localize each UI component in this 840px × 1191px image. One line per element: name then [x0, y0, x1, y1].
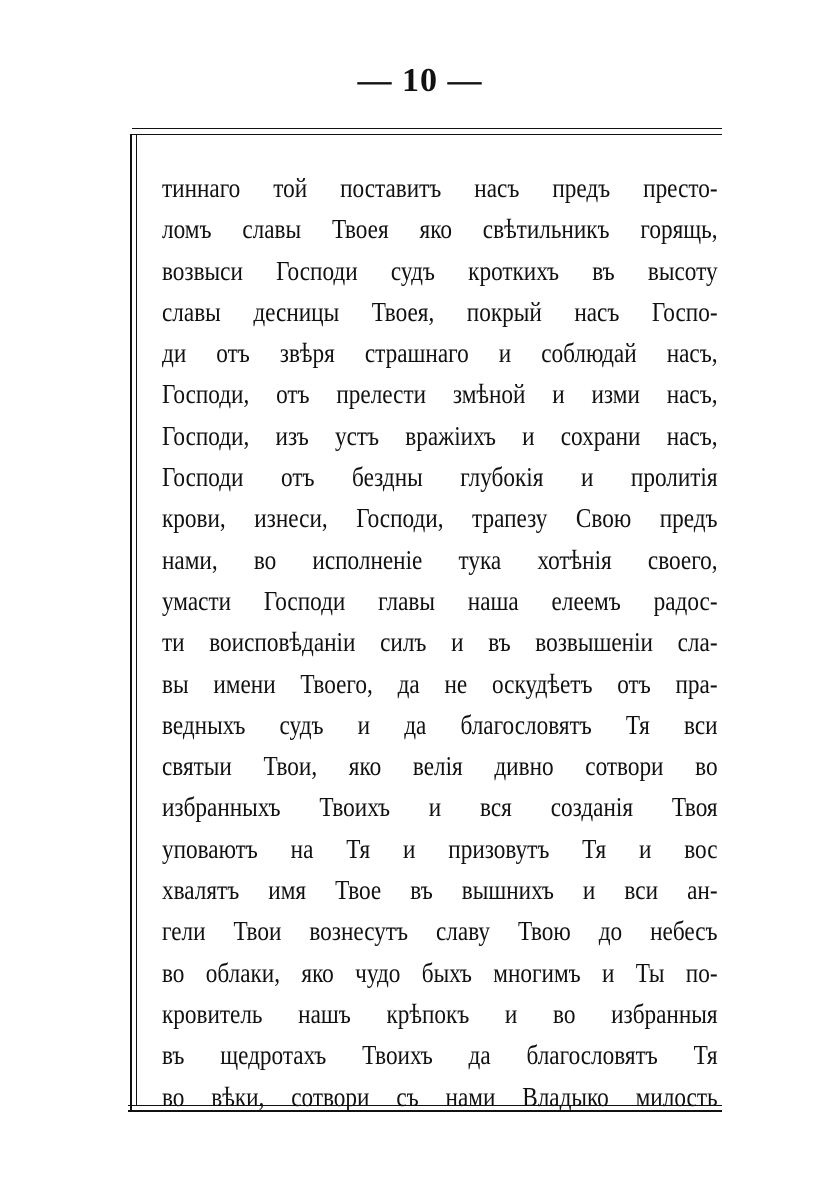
- text-line: ди отъ звѣря страшнаго и соблюдай насъ,: [162, 338, 718, 369]
- text-line: кровитель нашъ крѣпокъ и во избранныя: [162, 998, 718, 1029]
- text-line: хвалятъ имя Твое въ вышнихъ и вси ан-: [162, 875, 718, 906]
- text-line: славы десницы Твоея, покрый насъ Госпо-: [162, 296, 718, 327]
- text-line: крови, изнеси, Господи, трапезу Свою предъ: [162, 503, 718, 534]
- text-line: во вѣки, сотвори съ нами Владыко милость: [162, 1081, 718, 1112]
- page-number: — 10 —: [357, 62, 483, 99]
- text-line: избранныхъ Твоихъ и вся созданія Твоя: [162, 792, 718, 823]
- text-line: въ щедротахъ Твоихъ да благословятъ Тя: [162, 1040, 718, 1071]
- text-line: Господи отъ бездны глубокія и пролитія: [162, 462, 718, 493]
- body-text: [162, 168, 718, 1118]
- text-line: Господи, изъ устъ вражіихъ и сохрани насъ,: [162, 420, 718, 451]
- text-line: умасти Господи главы наша елеемъ радос-: [162, 585, 718, 616]
- text-line: ломъ славы Твоея яко свѣтильникъ горящь,: [162, 214, 718, 245]
- text-line: вы имени Твоего, да не оскудѣетъ отъ пра-: [162, 668, 718, 699]
- text-line: уповаютъ на Тя и призовутъ Тя и вос: [162, 833, 718, 864]
- text-line: святыи Твои, яко велія дивно сотвори во: [162, 751, 718, 782]
- frame-rule-left-outer: [130, 134, 132, 1112]
- frame-rule-top-outer: [132, 128, 722, 129]
- text-line: ведныхъ судъ и да благословятъ Тя вси: [162, 709, 718, 740]
- text-line: тиннаго той поставитъ насъ предъ престо-: [162, 173, 718, 203]
- text-frame: [128, 128, 722, 1112]
- frame-rule-top-inner: [132, 134, 722, 135]
- frame-rule-left-inner: [136, 134, 137, 1106]
- text-line: ти воисповѣданіи силъ и въ возвышеніи сла-: [162, 627, 718, 658]
- text-line: гели Твои вознесутъ славу Твою до небесъ: [162, 916, 718, 947]
- text-line: возвыси Господи судъ кроткихъ въ высоту: [162, 255, 718, 286]
- text-line: нами, во исполненіе тука хотѣнія своего,: [162, 544, 718, 575]
- text-line: во облаки, яко чудо быхъ многимъ и Ты по-: [162, 957, 718, 988]
- text-line: Господи, отъ прелести змѣной и изми насъ,: [162, 379, 718, 410]
